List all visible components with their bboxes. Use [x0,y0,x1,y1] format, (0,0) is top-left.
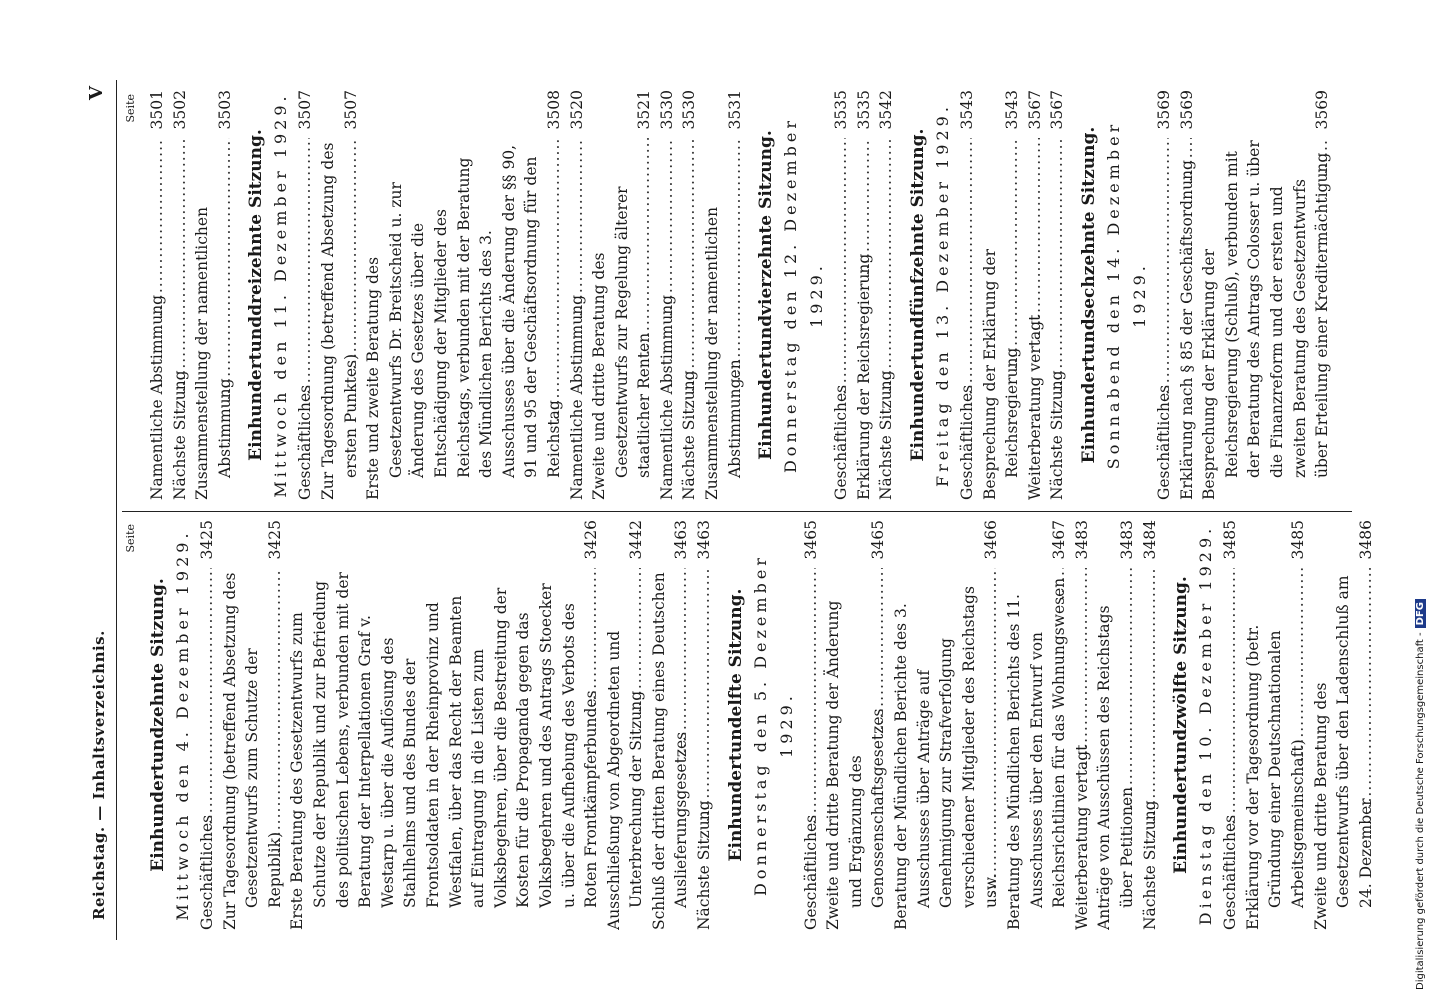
toc-entry [1003,520,1071,930]
entry-page: 3543 [1001,90,1024,138]
entry-page: 3567 [1024,90,1047,138]
entry-page: 3463 [670,520,693,568]
entry-page: 3507 [340,90,363,138]
session-section [1169,520,1377,930]
entry-page: 3442 [625,520,648,568]
session-date: Freitag den 13. Dezember 1929. [933,103,953,487]
entry-page: 3483 [1116,520,1139,568]
toc-entry [693,520,716,930]
toc-entry [800,520,823,930]
funding-note: Digitalisierung gefördert durch die Deutsche Forschungsgemeinschaft - [1415,632,1426,990]
toc-entry [294,90,317,500]
entry-text: Geschäftliches ..... [1153,138,1176,500]
entry-page: 3426 [580,520,603,568]
toc-entry [362,90,565,500]
entry-text: Erklärung der Reichsregierung ..... [853,138,876,500]
entry-page: 3535 [853,90,876,138]
session-date: Dienstag den 10. Dezember 1929. [1196,524,1216,926]
entry-text: Nächste Sitzung ..... [693,568,716,930]
toc-entry [822,520,890,930]
entry-text: Schluß der dritten Beratung eines Deutschen Auslieferungsgesetzes ..... [648,568,693,930]
entry-page: 3543 [956,90,979,138]
session-date: Mittwoch den 11. Dezember 1929. [271,92,291,498]
toc-entry [875,90,898,500]
toc-entry [603,520,648,930]
entry-text: Namentliche Abstimmung ..... [656,138,679,500]
toc-entry [648,520,693,930]
toc-entry [1310,520,1378,930]
entry-page: 3530 [678,90,701,138]
entry-page: 3486 [1355,520,1378,568]
entry-page: 3569 [1176,90,1199,138]
entry-page: 3485 [1287,520,1310,568]
dfg-logo: DFG [1415,599,1426,628]
toc-entry [678,90,701,500]
entry-text: Beratung der Mündlichen Berichte des 3. Ausschusses über Anträge auf Genehmigung zur Strafverfolgung verschiedener Mitglieder des Reichstags usw. ..... [890,568,1003,930]
entry-text: Namentliche Abstimmung ..... [566,138,589,500]
session-title: Einhundertundzehnte Sitzung. [148,578,168,872]
running-header [80,80,117,940]
toc-entry [566,90,589,500]
entry-text: Besprechung der Erklärung der Reichsregierung (Schluß), verbunden mit der Beratung des Antrags Colosser u. über die Finanzreform und der ersten und zweiten Beratung des Gesetzentwurfs über Erteilung einer Kreditermächtigung ..... [1198,138,1334,500]
toc-entry [1071,520,1094,930]
entry-page: 3535 [830,90,853,138]
entry-page: 3467 [1048,520,1071,568]
entry-page: 3463 [693,520,716,568]
toc-entry [169,90,192,500]
toc-entry [191,90,236,500]
toc-entry [588,90,656,500]
entry-text: Nächste Sitzung ..... [1046,138,1069,500]
entry-page: 3501 [146,90,169,138]
toc-entry [853,90,876,500]
session-title: Einhundertundsechzehnte Sitzung. [1079,126,1099,464]
toc-entry [956,90,979,500]
session-title: Einhundertundzwölfte Sitzung. [1171,576,1192,874]
toc-entry [656,90,679,500]
entry-text: Geschäftliches ..... [830,138,853,500]
toc-entry [701,90,746,500]
seite-label: Seite [124,524,137,553]
entry-text: Zusammenstellung der namentlichen Abstimmungen ..... [701,138,746,500]
entry-text: Namentliche Abstimmung ..... [146,138,169,500]
entry-text: Beratung des Mündlichen Berichts des 11. Ausschusses über den Entwurf von Reichsrichtlinien für das Wohnungswesen ..... [1003,568,1071,930]
session-date: Donnerstag den 12. Dezember 1929. [781,116,827,474]
entry-page: 3425 [196,520,219,568]
sidebar-note [1415,599,1426,990]
toc-entry [1198,90,1334,500]
entry-page: 3530 [656,90,679,138]
toc-entry [1242,520,1310,930]
entry-text: Zusammenstellung der namentlichen Abstimmung ..... [191,138,236,500]
entry-text: Geschäftliches ..... [800,568,823,930]
entry-page: 3466 [980,520,1003,568]
entry-text: Zweite und dritte Beratung des Gesetzentwurfs über den Ladenschluß am 24. Dezember ..... [1310,568,1378,930]
entry-page: 3483 [1071,520,1094,568]
toc-entry [219,520,287,930]
entry-page: 3465 [800,520,823,568]
entry-page: 3425 [264,520,287,568]
page-number: V [86,86,107,100]
entry-page: 3567 [1046,90,1069,138]
toc-entry [1153,90,1176,500]
entry-text: Erste und zweite Beratung des Gesetzentwurfs Dr. Breitscheid u. zur Änderung des Gesetzes über die Entschädigung der Mitglieder des Reichstags, verbunden mit der Beratung des Mündlichen Berichts des 3. Ausschusses über die Änderung der §§ 90, 91 und 95 der Geschäftsordnung für den Reichstag ..... [362,138,565,500]
toc-entry [317,90,362,500]
entry-page: 3502 [169,90,192,138]
session-title: Einhundertundfünfzehnte Sitzung. [908,128,929,462]
toc-entry [196,520,219,930]
entry-text: Nächste Sitzung ..... [678,138,701,500]
toc-entry [1176,90,1199,500]
column-divider [122,511,1352,512]
session-section [244,90,746,500]
session-date: Donnerstag den 5. Dezember 1929. [750,554,796,896]
right-column [124,90,1334,500]
seite-label: Seite [124,94,137,123]
entry-text: Weiterberatung vertagt ..... [1071,568,1094,930]
left-column [124,520,1377,930]
toc-entry [830,90,853,500]
entry-text: Zur Tagesordnung (betreffend Absetzung des ersten Punktes) ..... [317,138,362,500]
entry-text: Erklärung nach § 85 der Geschäftsordnung ..... [1176,138,1199,500]
entry-text: Erste Beratung des Gesetzentwurfs zum Schutze der Republik und zur Befriedung des politischen Lebens, verbunden mit der Beratung der Interpellationen Graf v. Westarp u. über die Auflösung des Stahlhelms und des Bundes der Frontsoldaten in der Rheinprovinz und Westfalen, über das Recht der Beamten auf Eintragung in die Listen zum Volksbegehren, über die Bestreitung der Kosten für die Propaganda gegen das Volksbegehren und des Antrags Stoecker u. über die Aufhebung des Verbots des Roten Frontkämpferbundes ..... [286,568,602,930]
session-section [754,90,898,500]
toc-entry [1046,90,1069,500]
session-title: Einhundertundvierzehnte Sitzung. [756,130,777,460]
entry-text: Geschäftliches ..... [1219,568,1242,930]
session-section [1077,90,1334,500]
entry-text: Besprechung der Erklärung der Reichsregierung ..... [979,138,1024,500]
session-date: Mittwoch den 4. Dezember 1929. [173,529,192,921]
entry-page: 3508 [543,90,566,138]
session-section [146,90,236,500]
entry-text: Nächste Sitzung ..... [1139,568,1162,930]
entry-text: Nächste Sitzung ..... [875,138,898,500]
entry-page: 3569 [1153,90,1176,138]
toc-entry [1024,90,1047,500]
entry-text: Erklärung vor der Tagesordnung (betr. Gründung einer Deutschnationalen Arbeitsgemeinschaft) ..... [1242,568,1310,930]
header-title: Reichstag. — Inhaltsverzeichnis. [90,630,108,920]
session-date: Sonnabend den 14. Dezember 1929. [1104,120,1149,470]
toc-entry [146,90,169,500]
session-title: Einhundertundelfte Sitzung. [725,588,746,862]
entry-page: 3465 [867,520,890,568]
session-section [906,90,1069,500]
entry-page: 3521 [633,90,656,138]
entry-text: Geschäftliches ..... [956,138,979,500]
toc-entry [1139,520,1162,930]
entry-page: 3569 [1311,90,1334,138]
entry-page: 3542 [875,90,898,138]
toc-entry [1093,520,1138,930]
entry-text: Nächste Sitzung ..... [169,138,192,500]
rotated-page [80,80,1375,940]
entry-page: 3520 [566,90,589,138]
entry-text: Geschäftliches ..... [196,568,219,930]
entry-text: Weiterberatung vertagt ..... [1024,138,1047,500]
entry-page: 3507 [294,90,317,138]
entry-text: Anträge von Ausschüssen des Reichstags über Petitionen ..... [1093,568,1138,930]
entry-text: Geschäftliches ..... [294,138,317,500]
toc-entry [286,520,602,930]
entry-page: 3503 [214,90,237,138]
toc-entry [979,90,1024,500]
session-title: Einhundertunddreizehnte Sitzung. [246,129,267,461]
entry-text: Ausschließung von Abgeordneten und Unterbrechung der Sitzung ..... [603,568,648,930]
entry-page: 3531 [724,90,747,138]
entry-text: Zweite und dritte Beratung der Änderung und Ergänzung des Genossenschaftsgesetzes ..... [822,568,890,930]
entry-text: Zweite und dritte Beratung des Gesetzentwurfs zur Regelung älterer staatlicher Renten ..... [588,138,656,500]
entry-text: Zur Tagesordnung (betreffend Absetzung des Gesetzentwurfs zum Schutze der Republik) ..... [219,568,287,930]
session-section [146,520,716,930]
toc-entry [890,520,1003,930]
session-section [724,520,1162,930]
entry-page: 3485 [1219,520,1242,568]
entry-page: 3484 [1139,520,1162,568]
toc-entry [1219,520,1242,930]
